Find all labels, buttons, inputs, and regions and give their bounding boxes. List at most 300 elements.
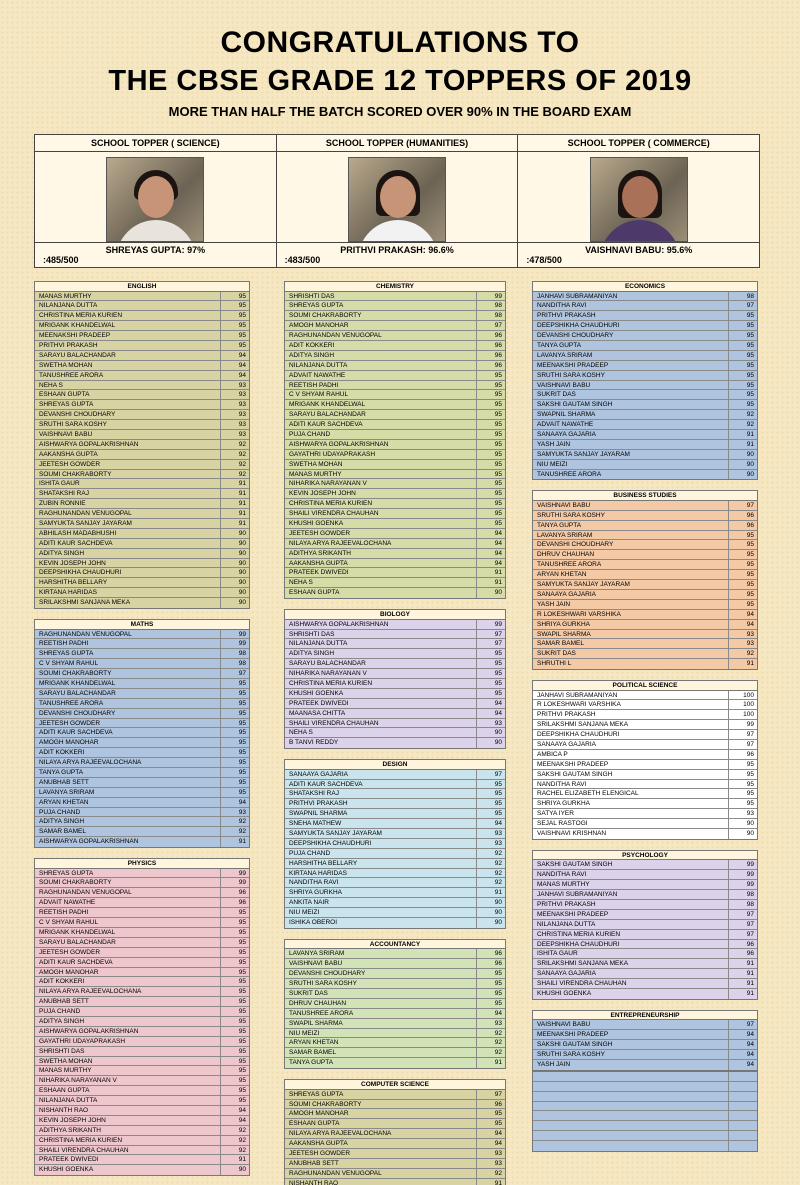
table-row	[533, 550, 757, 560]
student-name: ADITI KAUR SACHDEVA	[285, 780, 477, 789]
student-name: SAKSHI GAUTAM SINGH	[533, 400, 729, 409]
table-row	[285, 719, 505, 729]
table-row	[35, 669, 249, 679]
student-name: SHATAKSHI RAJ	[35, 489, 221, 498]
student-score: 95	[746, 571, 754, 579]
student-score: 95	[746, 332, 754, 340]
table-row	[533, 1030, 757, 1040]
student-score: 97	[746, 1021, 754, 1029]
table-row	[35, 888, 249, 898]
student-score: 93	[238, 401, 246, 409]
student-score: 93	[238, 808, 246, 816]
table-row	[285, 869, 505, 879]
student-name: PRITHVI PRAKASH	[533, 710, 729, 719]
student-name: RAGHUNANDAN VENUGOPAL	[285, 331, 477, 340]
student-name: SHREYAS GUPTA	[285, 301, 477, 310]
table-row	[533, 700, 757, 710]
student-name: SAKSHI GAUTAM SINGH	[533, 860, 729, 869]
student-score: 99	[494, 292, 502, 300]
student-score: 95	[746, 780, 754, 788]
student-name: SWETHA MOHAN	[285, 460, 477, 469]
topper-caption: SCHOOL TOPPER ( COMMERCE)	[518, 135, 759, 152]
student-name: JEETESH GOWDER	[35, 719, 221, 728]
student-name: AISHWARYA GOPALAKRISHNAN	[35, 1027, 221, 1036]
student-name: NILAYA ARYA RAJEEVALOCHANA	[35, 758, 221, 767]
student-score: 91	[494, 1179, 502, 1185]
student-score: 94	[494, 699, 502, 707]
table-row	[533, 949, 757, 959]
subject-title: BIOLOGY	[285, 610, 505, 620]
student-score: 98	[238, 660, 246, 668]
student-name: SHAILI VIRENDRA CHAUHAN	[285, 509, 477, 518]
student-score: 98	[746, 900, 754, 908]
table-row	[35, 1126, 249, 1136]
table-row	[533, 600, 757, 610]
table-row	[533, 969, 757, 979]
student-score: 96	[238, 889, 246, 897]
table-row	[285, 440, 505, 450]
student-score: 95	[494, 401, 502, 409]
student-score: 91	[238, 1156, 246, 1164]
student-score: 90	[494, 909, 502, 917]
subject-title: ENGLISH	[35, 282, 249, 292]
student-name: RAGHUNANDAN VENUGOPAL	[35, 630, 221, 639]
student-name: ADITYA SINGH	[35, 549, 221, 558]
section-gap	[532, 480, 758, 490]
student-score: 95	[238, 322, 246, 330]
student-score: 96	[494, 361, 502, 369]
student-name: SRILAKSHMI SANJANA MEKA	[35, 598, 221, 608]
student-score: 95	[238, 679, 246, 687]
student-name: ADVAIT NAWATHE	[35, 898, 221, 907]
table-row	[35, 598, 249, 608]
table-row	[35, 559, 249, 569]
student-name: SHRIYA GURKHA	[285, 888, 477, 897]
table-row	[35, 689, 249, 699]
student-name: AISHWARYA GOPALAKRISHNAN	[285, 620, 477, 629]
student-score: 90	[494, 919, 502, 927]
table-row	[285, 979, 505, 989]
student-score: 97	[494, 1090, 502, 1098]
table-row	[285, 489, 505, 499]
student-score: 92	[238, 818, 246, 826]
student-name: DEVANSHI CHOUDHARY	[533, 331, 729, 340]
table-row	[35, 371, 249, 381]
blank-row	[533, 1082, 757, 1092]
topper-caption: SCHOOL TOPPER (HUMANITIES)	[277, 135, 518, 152]
student-name: DEEPSHIKHA CHAUDHURI	[533, 940, 729, 949]
student-name: SATYA IYER	[533, 809, 729, 818]
student-score: 95	[238, 719, 246, 727]
student-name: ESHAAN GUPTA	[285, 588, 477, 598]
table-row	[35, 361, 249, 371]
table-row	[533, 750, 757, 760]
student-name: MEENAKSHI PRADEEP	[35, 331, 221, 340]
student-score: 95	[494, 411, 502, 419]
table-row	[285, 371, 505, 381]
table-row	[285, 738, 505, 748]
student-score: 95	[238, 768, 246, 776]
table-row	[285, 1100, 505, 1110]
student-name: SARAYU BALACHANDAR	[285, 410, 477, 419]
student-name: NILAYA ARYA RAJEEVALOCHANA	[35, 987, 221, 996]
student-name: KHUSHI GOENKA	[35, 1165, 221, 1175]
student-name: ADVAIT NAWATHE	[285, 371, 477, 380]
table-row	[285, 1048, 505, 1058]
table-row	[35, 1086, 249, 1096]
table-row	[285, 1038, 505, 1048]
student-name: R LOKESHWARI VARSHIKA	[533, 700, 729, 709]
blank-row	[533, 1111, 757, 1121]
student-name: NILANJANA DUTTA	[533, 920, 729, 929]
table-row	[533, 560, 757, 570]
table-row	[285, 1149, 505, 1159]
table-row	[533, 860, 757, 870]
student-name: PUJA CHAND	[35, 808, 221, 817]
student-score: 90	[238, 559, 246, 567]
table-row	[35, 499, 249, 509]
student-score: 97	[746, 910, 754, 918]
student-name: SANAAYA GAJARIA	[533, 740, 729, 749]
student-name: MANAS MURTHY	[533, 880, 729, 889]
student-score: 95	[238, 1037, 246, 1045]
student-name: ABHILASH MADABHUSHI	[35, 529, 221, 538]
table-row	[35, 321, 249, 331]
table-row	[285, 588, 505, 598]
subject-table-entrepreneurship	[532, 1010, 758, 1071]
student-name: AISHWARYA GOPALAKRISHNAN	[35, 837, 221, 847]
table-row	[285, 839, 505, 849]
table-row	[285, 1019, 505, 1029]
table-row	[35, 977, 249, 987]
student-name: RAGHUNANDAN VENUGOPAL	[285, 1169, 477, 1178]
student-name: KEVIN JOSEPH JOHN	[285, 489, 477, 498]
student-name: SARAYU BALACHANDAR	[35, 351, 221, 360]
table-row	[533, 620, 757, 630]
student-score: 95	[494, 391, 502, 399]
student-name: SRUTHI SARA KOSHY	[533, 1050, 729, 1059]
student-name: KEVIN JOSEPH JOHN	[35, 1116, 221, 1125]
student-name: SHREYAS GUPTA	[285, 1090, 477, 1099]
table-row	[285, 430, 505, 440]
student-name: MAANASA CHITTA	[285, 709, 477, 718]
student-score: 96	[746, 511, 754, 519]
table-row	[285, 799, 505, 809]
student-score: 92	[238, 450, 246, 458]
table-row	[533, 989, 757, 999]
student-score: 95	[238, 909, 246, 917]
student-score: 94	[238, 371, 246, 379]
table-row	[285, 859, 505, 869]
student-name: ESHAAN GUPTA	[35, 1086, 221, 1095]
blank-row	[533, 1092, 757, 1102]
table-row	[285, 311, 505, 321]
table-row	[533, 829, 757, 839]
table-row	[285, 509, 505, 519]
table-row	[533, 371, 757, 381]
student-name: B TANVI REDDY	[285, 738, 477, 748]
student-name: SRUTHI SARA KOSHY	[35, 420, 221, 429]
student-name: HARSHITHA BELLARY	[285, 859, 477, 868]
table-row	[35, 908, 249, 918]
student-name: PUJA CHAND	[285, 430, 477, 439]
table-row	[285, 321, 505, 331]
table-row	[285, 639, 505, 649]
blank-rows	[532, 1071, 758, 1152]
table-row	[285, 789, 505, 799]
section-gap	[284, 929, 506, 939]
student-name: CHRISTINA MERIA KURIEN	[285, 499, 477, 508]
table-row	[35, 410, 249, 420]
topper-photo	[348, 157, 446, 242]
student-score: 96	[494, 351, 502, 359]
student-name: RACHEL ELIZABETH ELENGICAL	[533, 789, 729, 798]
student-score: 95	[494, 780, 502, 788]
student-name: ISHITA GAUR	[35, 479, 221, 488]
table-row	[35, 430, 249, 440]
student-score: 94	[238, 1106, 246, 1114]
student-name: ADITHYA SRIKANTH	[285, 549, 477, 558]
student-score: 97	[746, 920, 754, 928]
table-row	[35, 1037, 249, 1047]
table-row	[533, 531, 757, 541]
student-score: 95	[238, 1087, 246, 1095]
student-name: SRUTHI SARA KOSHY	[533, 511, 729, 520]
student-score: 93	[494, 839, 502, 847]
student-name: TANYA GUPTA	[533, 341, 729, 350]
table-row	[533, 580, 757, 590]
student-name: SAMYUKTA SANJAY JAYARAM	[533, 580, 729, 589]
student-name: KEVIN JOSEPH JOHN	[35, 559, 221, 568]
student-score: 99	[746, 881, 754, 889]
student-score: 96	[494, 332, 502, 340]
section-gap	[34, 609, 250, 619]
table-row	[533, 301, 757, 311]
table-row	[533, 720, 757, 730]
student-score: 95	[746, 312, 754, 320]
table-row	[35, 311, 249, 321]
student-score: 98	[494, 302, 502, 310]
subject-table-chemistry	[284, 281, 506, 599]
table-row	[35, 400, 249, 410]
student-score: 94	[494, 539, 502, 547]
student-name: SHRISHTI DAS	[285, 630, 477, 639]
student-score: 92	[494, 869, 502, 877]
student-score: 96	[494, 960, 502, 968]
student-score: 95	[746, 381, 754, 389]
student-name: SWETHA MOHAN	[35, 1057, 221, 1066]
table-row	[285, 659, 505, 669]
student-name: SHREYAS GUPTA	[35, 869, 221, 878]
table-row	[35, 898, 249, 908]
student-score: 93	[494, 830, 502, 838]
student-score: 96	[746, 950, 754, 958]
student-score: 94	[746, 610, 754, 618]
student-score: 95	[494, 381, 502, 389]
student-name: PRITHVI PRAKASH	[533, 900, 729, 909]
student-name: NEHA S	[285, 578, 477, 587]
student-score: 90	[746, 830, 754, 838]
student-name: JANHAVI SUBRAMANIYAN	[533, 292, 729, 301]
student-name: MRIGANK KHANDELWAL	[35, 679, 221, 688]
student-name: MRIGANK KHANDELWAL	[285, 400, 477, 409]
table-row	[285, 578, 505, 588]
student-name: TANYA GUPTA	[285, 1058, 477, 1068]
student-name: RAGHUNANDAN VENUGOPAL	[35, 509, 221, 518]
table-row	[35, 948, 249, 958]
student-score: 99	[494, 620, 502, 628]
student-score: 95	[238, 919, 246, 927]
student-name: SWAPNIL SHARMA	[285, 809, 477, 818]
student-score: 95	[494, 371, 502, 379]
table-row	[533, 1040, 757, 1050]
table-row	[533, 511, 757, 521]
student-name: SWETHA MOHAN	[35, 361, 221, 370]
table-row	[533, 920, 757, 930]
student-name: SHAILI VIRENDRA CHAUHAN	[35, 1146, 221, 1155]
topper-name: VAISHNAVI BABU: 95.6%	[518, 242, 759, 255]
table-row	[285, 999, 505, 1009]
table-row	[35, 997, 249, 1007]
student-score: 95	[494, 421, 502, 429]
student-score: 95	[238, 928, 246, 936]
student-name: AMBICA P	[533, 750, 729, 759]
table-row	[285, 1119, 505, 1129]
topper-photo	[106, 157, 204, 242]
table-row	[35, 958, 249, 968]
table-row	[285, 1109, 505, 1119]
table-row	[533, 400, 757, 410]
student-score: 97	[746, 930, 754, 938]
table-row	[285, 1058, 505, 1068]
table-row	[35, 1066, 249, 1076]
student-name: AAKANSHA GUPTA	[285, 559, 477, 568]
student-name: SHRIYA GURKHA	[533, 799, 729, 808]
table-row	[35, 381, 249, 391]
student-name: NIHARIKA NARAYANAN V	[285, 479, 477, 488]
table-row	[35, 709, 249, 719]
student-name: TANUSHREE ARORA	[35, 371, 221, 380]
table-row	[533, 760, 757, 770]
table-row	[533, 610, 757, 620]
student-score: 97	[494, 770, 502, 778]
student-name: NANDITHA RAVI	[533, 780, 729, 789]
table-row	[35, 817, 249, 827]
student-score: 95	[494, 970, 502, 978]
student-name: AAKANSHA GUPTA	[35, 450, 221, 459]
subject-title: MATHS	[35, 620, 249, 630]
student-name: DEEPSHIKHA CHAUDHURI	[35, 568, 221, 577]
student-name: NISHANTH RAO	[35, 1106, 221, 1115]
table-row	[35, 1027, 249, 1037]
table-row	[285, 301, 505, 311]
student-score: 94	[494, 820, 502, 828]
student-score: 95	[238, 699, 246, 707]
student-score: 95	[746, 351, 754, 359]
student-name: SWAPNIL SHARMA	[533, 410, 729, 419]
student-score: 94	[494, 529, 502, 537]
table-row	[285, 770, 505, 780]
student-name: MEENAKSHI PRADEEP	[533, 361, 729, 370]
student-score: 94	[494, 1130, 502, 1138]
table-row	[533, 331, 757, 341]
table-row	[533, 470, 757, 480]
student-score: 97	[746, 302, 754, 310]
table-row	[285, 549, 505, 559]
table-row	[533, 959, 757, 969]
student-score: 95	[494, 490, 502, 498]
student-name: ADITI KAUR SACHDEVA	[35, 539, 221, 548]
student-score: 91	[746, 990, 754, 997]
table-row	[533, 570, 757, 580]
student-name: REETISH PADHI	[285, 381, 477, 390]
table-row	[533, 341, 757, 351]
student-name: TANUSHREE ARORA	[533, 470, 729, 480]
table-row	[285, 351, 505, 361]
table-row	[35, 659, 249, 669]
student-score: 95	[238, 689, 246, 697]
student-name: TANYA GUPTA	[533, 521, 729, 530]
table-row	[285, 1139, 505, 1149]
table-row	[533, 540, 757, 550]
student-score: 90	[746, 820, 754, 828]
student-score: 92	[238, 470, 246, 478]
student-name: DEEPSHIKHA CHAUDHURI	[285, 839, 477, 848]
student-score: 90	[494, 589, 502, 597]
table-row	[533, 910, 757, 920]
student-name: SAMYUKTA SANJAY JAYARAM	[533, 450, 729, 459]
student-name: SWAPIL SHARMA	[533, 630, 729, 639]
student-score: 95	[746, 391, 754, 399]
subject-table-economics	[532, 281, 758, 480]
student-name: ISHITA GAUR	[533, 949, 729, 958]
student-name: NISHANTH RAO	[285, 1179, 477, 1185]
student-name: TANUSHREE ARORA	[285, 1009, 477, 1018]
student-score: 91	[238, 510, 246, 518]
student-name: SANAAYA GAJARIA	[533, 969, 729, 978]
table-row	[533, 900, 757, 910]
student-score: 93	[746, 630, 754, 638]
student-score: 99	[746, 871, 754, 879]
topper-score: :483/500	[284, 255, 321, 265]
table-row	[533, 770, 757, 780]
table-row	[533, 880, 757, 890]
table-row	[35, 728, 249, 738]
student-name: MEENAKSHI PRADEEP	[533, 760, 729, 769]
table-row	[35, 460, 249, 470]
student-score: 95	[238, 759, 246, 767]
student-name: SANAAYA GAJARIA	[533, 590, 729, 599]
student-name: KIRTANA HARIDAS	[35, 588, 221, 597]
student-score: 96	[238, 899, 246, 907]
student-name: CHRISTINA MERIA KURIEN	[35, 1136, 221, 1145]
table-row	[35, 1155, 249, 1165]
table-row	[285, 630, 505, 640]
table-row	[35, 987, 249, 997]
student-score: 92	[494, 859, 502, 867]
student-score: 97	[494, 630, 502, 638]
student-score: 92	[746, 421, 754, 429]
student-score: 95	[238, 749, 246, 757]
table-row	[285, 780, 505, 790]
table-row	[35, 390, 249, 400]
student-score: 95	[494, 440, 502, 448]
student-name: SANAAYA GAJARIA	[533, 430, 729, 439]
student-score: 97	[494, 322, 502, 330]
student-score: 93	[238, 391, 246, 399]
student-score: 95	[238, 1097, 246, 1105]
table-row	[35, 479, 249, 489]
